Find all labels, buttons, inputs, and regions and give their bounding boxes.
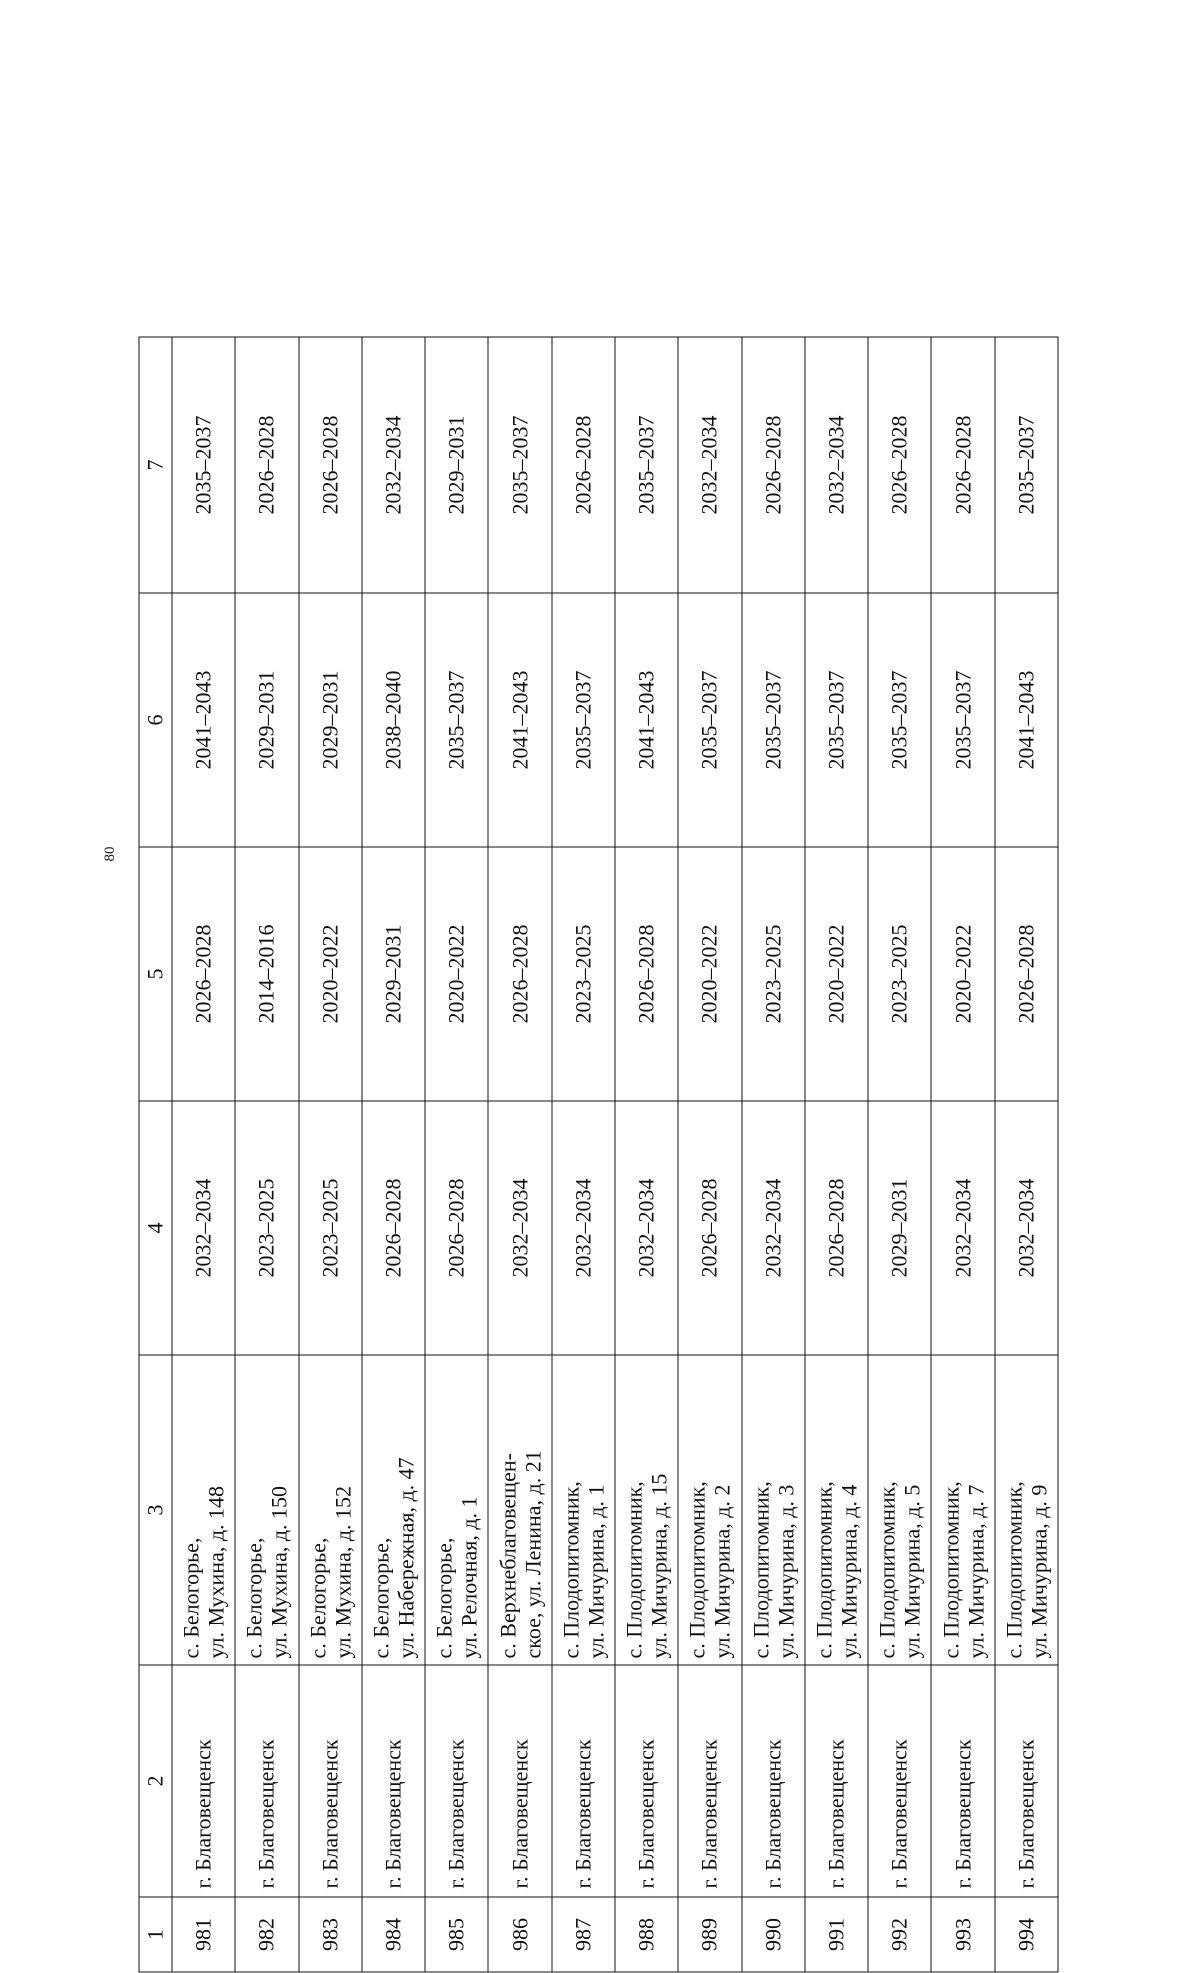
address-cell (995, 1355, 1058, 1665)
period-cell-col5: 2026–2028 (615, 847, 678, 1101)
period-cell-col7: 2035–2037 (615, 337, 678, 593)
table-row (488, 337, 551, 1972)
address-cell (235, 1355, 298, 1665)
address-line-2: ул. Мичурина, д. 2 (709, 1484, 735, 1659)
address-line-1: с. Белогорье, (178, 1537, 204, 1659)
period-cell-col6: 2035–2037 (805, 593, 868, 847)
address-line-2: ул. Мичурина, д. 9 (1026, 1484, 1052, 1659)
table-row (805, 337, 868, 1972)
address-line-2: ул. Релочная, д. 1 (456, 1496, 482, 1659)
period-cell-col6: 2029–2031 (235, 593, 298, 847)
period-cell-col7: 2026–2028 (299, 337, 362, 593)
address-line-1: с. Плодопитомник, (558, 1481, 584, 1659)
address-line-2: ул. Мичурина, д. 1 (583, 1484, 609, 1659)
page-number: 80 (102, 846, 118, 862)
period-cell-col7: 2026–2028 (868, 337, 931, 593)
address-line-2: ул. Мухина, д. 152 (330, 1485, 356, 1659)
period-cell-col7: 2032–2034 (678, 337, 741, 593)
city-cell: г. Благовещенск (172, 1665, 235, 1897)
period-cell-col4: 2023–2025 (235, 1101, 298, 1355)
period-cell-col7: 2026–2028 (742, 337, 805, 593)
table-row (552, 337, 615, 1972)
row-number-cell: 991 (805, 1897, 868, 1972)
period-cell-col7: 2032–2034 (362, 337, 425, 593)
period-cell-col4: 2023–2025 (299, 1101, 362, 1355)
period-cell-col5: 2020–2022 (678, 847, 741, 1101)
period-cell-col7: 2032–2034 (805, 337, 868, 593)
header-row (139, 337, 172, 1972)
period-cell-col4: 2026–2028 (362, 1101, 425, 1355)
address-line-2: ул. Мичурина, д. 15 (646, 1473, 672, 1659)
period-cell-col5: 2023–2025 (742, 847, 805, 1101)
row-number-cell: 992 (868, 1897, 931, 1972)
address-line-1: с. Плодопитомник, (1001, 1481, 1027, 1659)
data-table (139, 337, 1059, 1973)
period-cell-col6: 2035–2037 (742, 593, 805, 847)
address-cell (805, 1355, 868, 1665)
column-header-6: 6 (139, 593, 172, 847)
period-cell-col6: 2035–2037 (868, 593, 931, 847)
period-cell-col5: 2020–2022 (299, 847, 362, 1101)
period-cell-col5: 2020–2022 (425, 847, 488, 1101)
column-header-7: 7 (139, 337, 172, 593)
period-cell-col4: 2032–2034 (742, 1101, 805, 1355)
city-cell: г. Благовещенск (552, 1665, 615, 1897)
period-cell-col4: 2032–2034 (172, 1101, 235, 1355)
table-row (172, 337, 235, 1972)
address-cell (742, 1355, 805, 1665)
city-cell: г. Благовещенск (235, 1665, 298, 1897)
period-cell-col6: 2035–2037 (678, 593, 741, 847)
period-cell-col6: 2041–2043 (488, 593, 551, 847)
table-row (299, 337, 362, 1972)
city-cell: г. Благовещенск (488, 1665, 551, 1897)
table-row (425, 337, 488, 1972)
address-line-1: с. Плодопитомник, (684, 1481, 710, 1659)
period-cell-col6: 2041–2043 (172, 593, 235, 847)
address-line-1: с. Плодопитомник, (874, 1481, 900, 1659)
address-cell (172, 1355, 235, 1665)
period-cell-col5: 2020–2022 (805, 847, 868, 1101)
address-line-1: с. Белогорье, (431, 1537, 457, 1659)
city-cell: г. Благовещенск (615, 1665, 678, 1897)
row-number-cell: 994 (995, 1897, 1058, 1972)
period-cell-col7: 2029–2031 (425, 337, 488, 593)
period-cell-col5: 2026–2028 (172, 847, 235, 1101)
address-line-1: с. Белогорье, (368, 1537, 394, 1659)
row-number-cell: 983 (299, 1897, 362, 1972)
table-row (615, 337, 678, 1972)
city-cell: г. Благовещенск (299, 1665, 362, 1897)
period-cell-col5: 2026–2028 (488, 847, 551, 1101)
period-cell-col6: 2035–2037 (552, 593, 615, 847)
row-number-cell: 993 (931, 1897, 994, 1972)
period-cell-col4: 2032–2034 (931, 1101, 994, 1355)
address-line-1: с. Плодопитомник, (621, 1481, 647, 1659)
period-cell-col7: 2035–2037 (488, 337, 551, 593)
period-cell-col7: 2035–2037 (172, 337, 235, 593)
address-line-1: с. Верхнеблаговещен- (495, 1453, 521, 1659)
address-cell (488, 1355, 551, 1665)
period-cell-col5: 2023–2025 (868, 847, 931, 1101)
address-cell (552, 1355, 615, 1665)
period-cell-col5: 2026–2028 (995, 847, 1058, 1101)
address-line-2: ул. Мичурина, д. 4 (836, 1484, 862, 1659)
row-number-cell: 984 (362, 1897, 425, 1972)
period-cell-col7: 2035–2037 (995, 337, 1058, 593)
period-cell-col4: 2029–2031 (868, 1101, 931, 1355)
table-row (742, 337, 805, 1972)
address-cell (299, 1355, 362, 1665)
period-cell-col6: 2035–2037 (425, 593, 488, 847)
address-line-2: ул. Мичурина, д. 3 (773, 1484, 799, 1659)
address-line-1: с. Белогорье, (305, 1537, 331, 1659)
period-cell-col6: 2029–2031 (299, 593, 362, 847)
period-cell-col6: 2041–2043 (995, 593, 1058, 847)
address-line-2: ул. Мичурина, д. 7 (963, 1484, 989, 1659)
table-row (678, 337, 741, 1972)
city-cell: г. Благовещенск (805, 1665, 868, 1897)
period-cell-col4: 2032–2034 (552, 1101, 615, 1355)
city-cell: г. Благовещенск (742, 1665, 805, 1897)
period-cell-col4: 2026–2028 (805, 1101, 868, 1355)
period-cell-col4: 2026–2028 (425, 1101, 488, 1355)
period-cell-col7: 2026–2028 (235, 337, 298, 593)
address-cell (362, 1355, 425, 1665)
address-line-2: ул. Мичурина, д. 5 (899, 1484, 925, 1659)
address-cell (678, 1355, 741, 1665)
table-row (931, 337, 994, 1972)
row-number-cell: 982 (235, 1897, 298, 1972)
table-container (139, 338, 1059, 1973)
period-cell-col4: 2032–2034 (615, 1101, 678, 1355)
period-cell-col6: 2035–2037 (931, 593, 994, 847)
city-cell: г. Благовещенск (362, 1665, 425, 1897)
address-line-2: ское, ул. Ленина, д. 21 (520, 1450, 546, 1659)
address-line-1: с. Плодопитомник, (811, 1481, 837, 1659)
city-cell: г. Благовещенск (425, 1665, 488, 1897)
row-number-cell: 989 (678, 1897, 741, 1972)
address-line-2: ул. Мухина, д. 150 (266, 1485, 292, 1659)
column-header-2: 2 (139, 1665, 172, 1897)
table-row (235, 337, 298, 1972)
table-row (868, 337, 931, 1972)
address-cell (931, 1355, 994, 1665)
address-line-2: ул. Мухина, д. 148 (203, 1485, 229, 1659)
column-header-3: 3 (139, 1355, 172, 1665)
table-header (139, 337, 172, 1972)
table-body (172, 337, 1058, 1972)
address-line-2: ул. Набережная, д. 47 (393, 1457, 419, 1659)
period-cell-col7: 2026–2028 (931, 337, 994, 593)
period-cell-col6: 2038–2040 (362, 593, 425, 847)
address-cell (868, 1355, 931, 1665)
column-header-4: 4 (139, 1101, 172, 1355)
row-number-cell: 986 (488, 1897, 551, 1972)
city-cell: г. Благовещенск (931, 1665, 994, 1897)
period-cell-col4: 2032–2034 (488, 1101, 551, 1355)
row-number-cell: 988 (615, 1897, 678, 1972)
table-row (362, 337, 425, 1972)
table-row (995, 337, 1058, 1972)
period-cell-col7: 2026–2028 (552, 337, 615, 593)
period-cell-col4: 2032–2034 (995, 1101, 1058, 1355)
row-number-cell: 990 (742, 1897, 805, 1972)
address-line-1: с. Белогорье, (241, 1537, 267, 1659)
row-number-cell: 981 (172, 1897, 235, 1972)
city-cell: г. Благовещенск (678, 1665, 741, 1897)
period-cell-col5: 2020–2022 (931, 847, 994, 1101)
city-cell: г. Благовещенск (868, 1665, 931, 1897)
period-cell-col6: 2041–2043 (615, 593, 678, 847)
address-cell (425, 1355, 488, 1665)
period-cell-col5: 2023–2025 (552, 847, 615, 1101)
address-line-1: с. Плодопитомник, (938, 1481, 964, 1659)
period-cell-col4: 2026–2028 (678, 1101, 741, 1355)
city-cell: г. Благовещенск (995, 1665, 1058, 1897)
period-cell-col5: 2029–2031 (362, 847, 425, 1101)
address-line-1: с. Плодопитомник, (748, 1481, 774, 1659)
address-cell (615, 1355, 678, 1665)
column-header-1: 1 (139, 1897, 172, 1972)
period-cell-col5: 2014–2016 (235, 847, 298, 1101)
column-header-5: 5 (139, 847, 172, 1101)
row-number-cell: 985 (425, 1897, 488, 1972)
row-number-cell: 987 (552, 1897, 615, 1972)
